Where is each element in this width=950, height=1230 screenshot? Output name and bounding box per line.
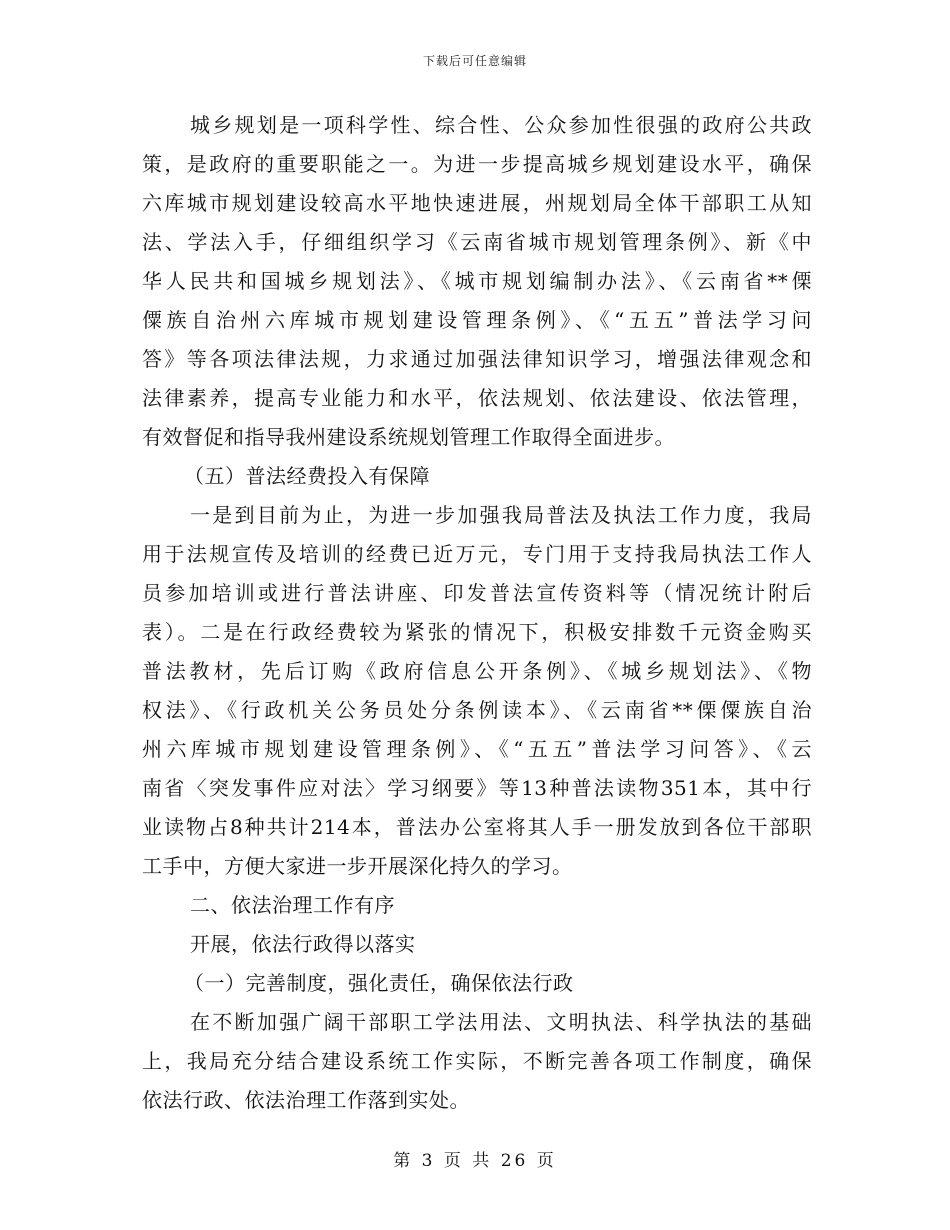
section-heading: （五）普法经费投入有保障 xyxy=(184,464,430,488)
document-body xyxy=(142,106,812,1120)
paragraph-line: 在不断加强广阔干部职工学法用法、文明执法、科学执法的基础 xyxy=(190,1010,812,1034)
paragraph-line: 答》等各项法律法规，力求通过加强法律知识学习，增强法律观念和 xyxy=(142,347,812,371)
paragraph-line: 依法行政、依法治理工作落到实处。 xyxy=(142,1088,470,1112)
paragraph-line: 表）。二是在行政经费较为紧张的情况下，积极安排数千元资金购买 xyxy=(142,620,812,644)
page-number-footer: 第 3 页 共 26 页 xyxy=(393,1151,557,1171)
paragraph-line: 上，我局充分结合建设系统工作实际，不断完善各项工作制度，确保 xyxy=(142,1049,812,1073)
paragraph-line: 工手中，方便大家进一步开展深化持久的学习。 xyxy=(142,854,573,878)
paragraph-line: 法、学法入手，仔细组织学习《云南省城市规划管理条例》、新《中 xyxy=(142,230,812,254)
paragraph-line: 策，是政府的重要职能之一。为进一步提高城乡规划建设水平，确保 xyxy=(142,152,812,176)
paragraph-line: 南省〈突发事件应对法〉学习纲要》等13种普法读物351本，其中行 xyxy=(142,776,812,800)
paragraph-line: 僳族自治州六库城市规划建设管理条例》、《“五五”普法学习问 xyxy=(142,308,812,332)
paragraph-line: 员参加培训或进行普法讲座、印发普法宣传资料等（情况统计附后 xyxy=(142,581,812,605)
paragraph-line: 城乡规划是一项科学性、综合性、公众参加性很强的政府公共政 xyxy=(190,113,812,137)
paragraph-line: 普法教材，先后订购《政府信息公开条例》、《城乡规划法》、《物 xyxy=(142,659,812,683)
paragraph-line: 用于法规宣传及培训的经费已近万元，专门用于支持我局执法工作人 xyxy=(142,542,812,566)
paragraph-line: 法律素养，提高专业能力和水平，依法规划、依法建设、依法管理， xyxy=(142,386,812,410)
paragraph-line: 业读物占8种共计214本，普法办公室将其人手一册发放到各位干部职 xyxy=(142,815,812,839)
paragraph-line: 六库城市规划建设较高水平地快速进展，州规划局全体干部职工从知 xyxy=(142,191,812,215)
paragraph-line: 州六库城市规划建设管理条例》、《“五五”普法学习问答》、《云 xyxy=(142,737,812,761)
section-heading: 开展，依法行政得以落实 xyxy=(190,932,416,956)
page-header: 下载后可任意编辑 xyxy=(422,54,527,68)
section-heading: 二、依法治理工作有序 xyxy=(190,893,395,917)
paragraph-line: 权法》、《行政机关公务员处分条例读本》、《云南省**傈僳族自治 xyxy=(142,698,812,722)
paragraph-line: 有效督促和指导我州建设系统规划管理工作取得全面进步。 xyxy=(142,425,675,449)
subsection-heading: （一）完善制度，强化责任，确保依法行政 xyxy=(184,971,574,995)
paragraph-line: 华人民共和国城乡规划法》、《城市规划编制办法》、《云南省**傈 xyxy=(142,269,812,293)
paragraph-line: 一是到目前为止，为进一步加强我局普法及执法工作力度，我局 xyxy=(190,503,812,527)
